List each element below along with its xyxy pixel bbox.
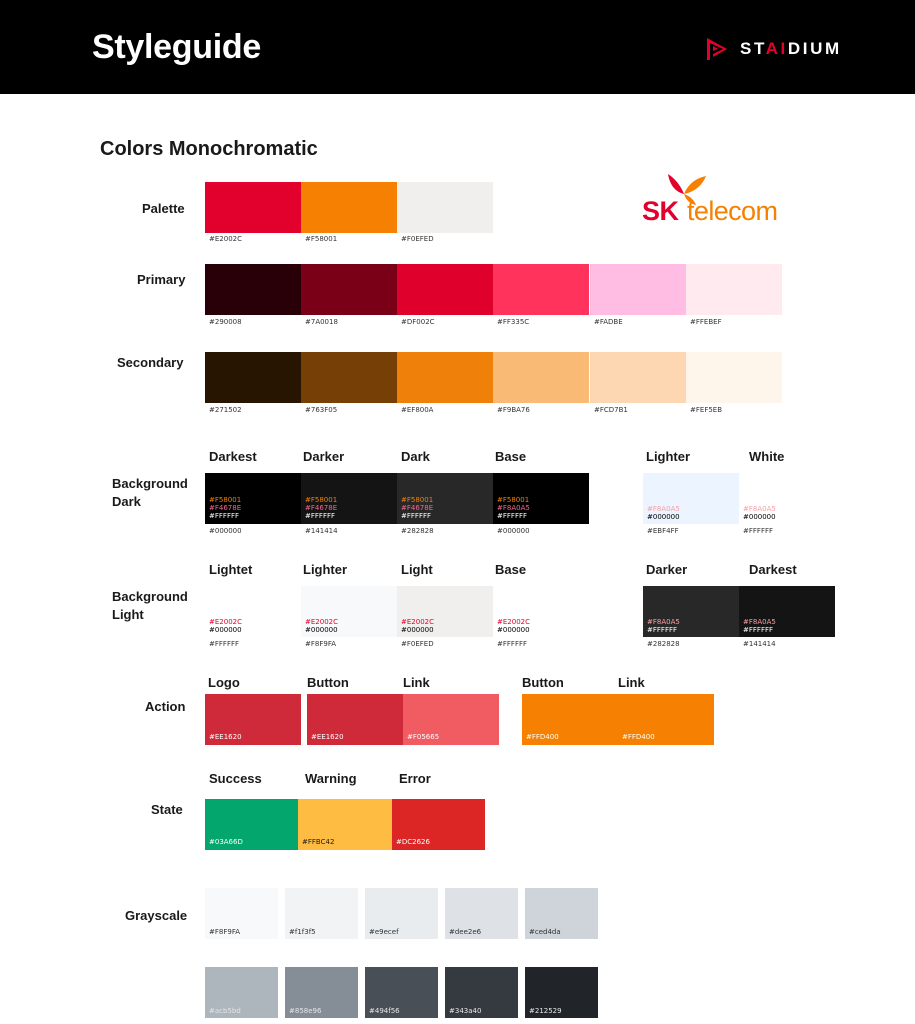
color-swatch[interactable]	[205, 352, 301, 403]
hex-code: #F8F9FA	[209, 928, 240, 936]
row-label-secondary: Secondary	[117, 355, 184, 370]
sample-text: #E2002C	[497, 618, 530, 626]
hex-code: #EE1620	[311, 733, 344, 741]
hex-code: #ced4da	[529, 928, 561, 936]
color-swatch[interactable]	[590, 352, 686, 403]
hex-code: #FEF5EB	[690, 406, 723, 414]
color-swatch[interactable]	[205, 264, 301, 315]
hex-code: #FFD400	[622, 733, 655, 741]
column-label: Lighter	[303, 562, 348, 577]
hex-code: #282828	[401, 527, 434, 535]
hex-code: #343a40	[449, 1007, 482, 1015]
color-swatch[interactable]	[686, 352, 782, 403]
hex-code: #EF800A	[401, 406, 434, 414]
hex-code: #141414	[305, 527, 338, 535]
sample-text: #FFFFFF	[497, 512, 528, 520]
column-label: Lightet	[209, 562, 253, 577]
sample-text: #E2002C	[209, 618, 242, 626]
sample-text: #FFFFFF	[743, 626, 774, 634]
sk-telecom-logo	[640, 172, 780, 228]
hex-code: #F05665	[407, 733, 440, 741]
row-label-background-light	[112, 588, 188, 624]
sample-text: #F4678E	[209, 504, 242, 512]
sample-text: #000000	[401, 626, 434, 634]
sample-text: #000000	[209, 626, 242, 634]
sample-text: #FFFFFF	[401, 512, 432, 520]
hex-code: #FFD400	[526, 733, 559, 741]
color-swatch[interactable]	[686, 264, 782, 315]
color-swatch[interactable]	[301, 264, 397, 315]
hex-code: #7A0018	[305, 318, 338, 326]
row-label-state: State	[151, 802, 183, 817]
sample-text: #F8A0A5	[743, 505, 776, 513]
hex-code: #FFFFFF	[209, 640, 240, 648]
color-swatch[interactable]	[590, 264, 686, 315]
hex-code: #000000	[209, 527, 242, 535]
color-swatch[interactable]	[301, 352, 397, 403]
hex-code: #dee2e6	[449, 928, 482, 936]
sample-text: #F4678E	[401, 504, 434, 512]
hex-code: #e9ecef	[369, 928, 399, 936]
sample-text: #F58001	[401, 496, 434, 504]
sample-text: #F8A0A5	[647, 618, 680, 626]
row-label-background-dark	[112, 475, 188, 511]
hex-code: #f1f3f5	[289, 928, 316, 936]
row-label-palette: Palette	[142, 201, 185, 216]
hex-code: #F58001	[305, 235, 338, 243]
column-label: White	[749, 449, 785, 464]
color-swatch[interactable]	[205, 182, 301, 233]
hex-code: #858e96	[289, 1007, 322, 1015]
column-label: Darkest	[749, 562, 797, 577]
brand-wordmark: STAIDIUM	[740, 39, 842, 58]
hex-code: #FCD7B1	[594, 406, 628, 414]
row-label-primary: Primary	[137, 272, 186, 287]
column-label: Button	[522, 675, 564, 690]
sample-text: #F58001	[209, 496, 242, 504]
hex-code: #212529	[529, 1007, 562, 1015]
row-label-action: Action	[145, 699, 186, 714]
hex-code: #DC2626	[396, 838, 430, 846]
staidium-logo-icon	[704, 36, 728, 62]
sample-text: #FFFFFF	[647, 626, 678, 634]
column-label: Darker	[646, 562, 688, 577]
hex-code: #FF335C	[497, 318, 530, 326]
column-label: Light	[401, 562, 433, 577]
sample-text: #000000	[305, 626, 338, 634]
column-label: Lighter	[646, 449, 691, 464]
column-label: Base	[495, 449, 527, 464]
row-label-line1: Background	[112, 476, 188, 491]
sample-text: #000000	[647, 513, 680, 521]
hex-code: #290008	[209, 318, 242, 326]
sample-text: #F8A0A5	[647, 505, 680, 513]
sample-text: #E2002C	[305, 618, 338, 626]
hex-code: #E2002C	[209, 235, 242, 243]
color-swatch[interactable]	[397, 182, 493, 233]
hex-code: #000000	[497, 527, 530, 535]
column-label: Dark	[401, 449, 430, 464]
sample-text: #F8A0A5	[743, 618, 776, 626]
column-label: Darkest	[209, 449, 257, 464]
white-swatch-border	[739, 473, 835, 524]
sample-text: #F4678E	[305, 504, 338, 512]
hex-code: #141414	[743, 640, 776, 648]
hex-code: #F0EFED	[401, 640, 434, 648]
hex-code: #FFFFFF	[743, 527, 774, 535]
column-label: Button	[307, 675, 349, 690]
sample-text: #FFFFFF	[209, 512, 240, 520]
row-label-line2: Light	[112, 607, 144, 622]
header-bar	[0, 0, 915, 94]
hex-code: #F9BA76	[497, 406, 530, 414]
sk-text: SK	[642, 196, 679, 226]
color-swatch[interactable]	[301, 182, 397, 233]
hex-code: #EE1620	[209, 733, 242, 741]
sample-text: #E2002C	[401, 618, 434, 626]
sample-text: #FFFFFF	[305, 512, 336, 520]
column-label: Error	[399, 771, 431, 786]
row-label-line1: Background	[112, 589, 188, 604]
hex-code: #acb5bd	[209, 1007, 241, 1015]
sample-text: #F8A0A5	[497, 504, 530, 512]
hex-code: #F0EFED	[401, 235, 434, 243]
column-label: Link	[403, 675, 430, 690]
hex-code: #F8F9FA	[305, 640, 336, 648]
color-swatch[interactable]	[397, 264, 493, 315]
hex-code: #494f56	[369, 1007, 400, 1015]
column-label: Link	[618, 675, 645, 690]
hex-code: #763F05	[305, 406, 338, 414]
hex-code: #FADBE	[594, 318, 623, 326]
section-title: Colors Monochromatic	[100, 138, 318, 160]
hex-code: #DF002C	[401, 318, 435, 326]
hex-code: #282828	[647, 640, 680, 648]
sample-text: #F58001	[305, 496, 338, 504]
hex-code: #FFBC42	[302, 838, 335, 846]
hex-code: #FFEBEF	[690, 318, 722, 326]
column-label: Warning	[305, 771, 357, 786]
hex-code: #03A66D	[209, 838, 243, 846]
color-swatch[interactable]	[493, 264, 589, 315]
color-swatch[interactable]	[397, 352, 493, 403]
column-label: Darker	[303, 449, 345, 464]
sample-text: #000000	[497, 626, 530, 634]
sample-text: #000000	[743, 513, 776, 521]
hex-code: #271502	[209, 406, 242, 414]
row-label-line2: Dark	[112, 494, 141, 509]
page-title: Styleguide	[92, 28, 261, 66]
brand-logo[interactable]	[704, 36, 842, 62]
row-label-grayscale: Grayscale	[125, 908, 188, 923]
column-label: Base	[495, 562, 527, 577]
sample-text: #F58001	[497, 496, 530, 504]
column-label: Logo	[208, 675, 240, 690]
column-label: Success	[209, 771, 262, 786]
color-swatch[interactable]	[493, 352, 589, 403]
hex-code: #FFFFFF	[497, 640, 528, 648]
hex-code: #EBF4FF	[647, 527, 679, 535]
telecom-text: telecom	[687, 196, 778, 226]
